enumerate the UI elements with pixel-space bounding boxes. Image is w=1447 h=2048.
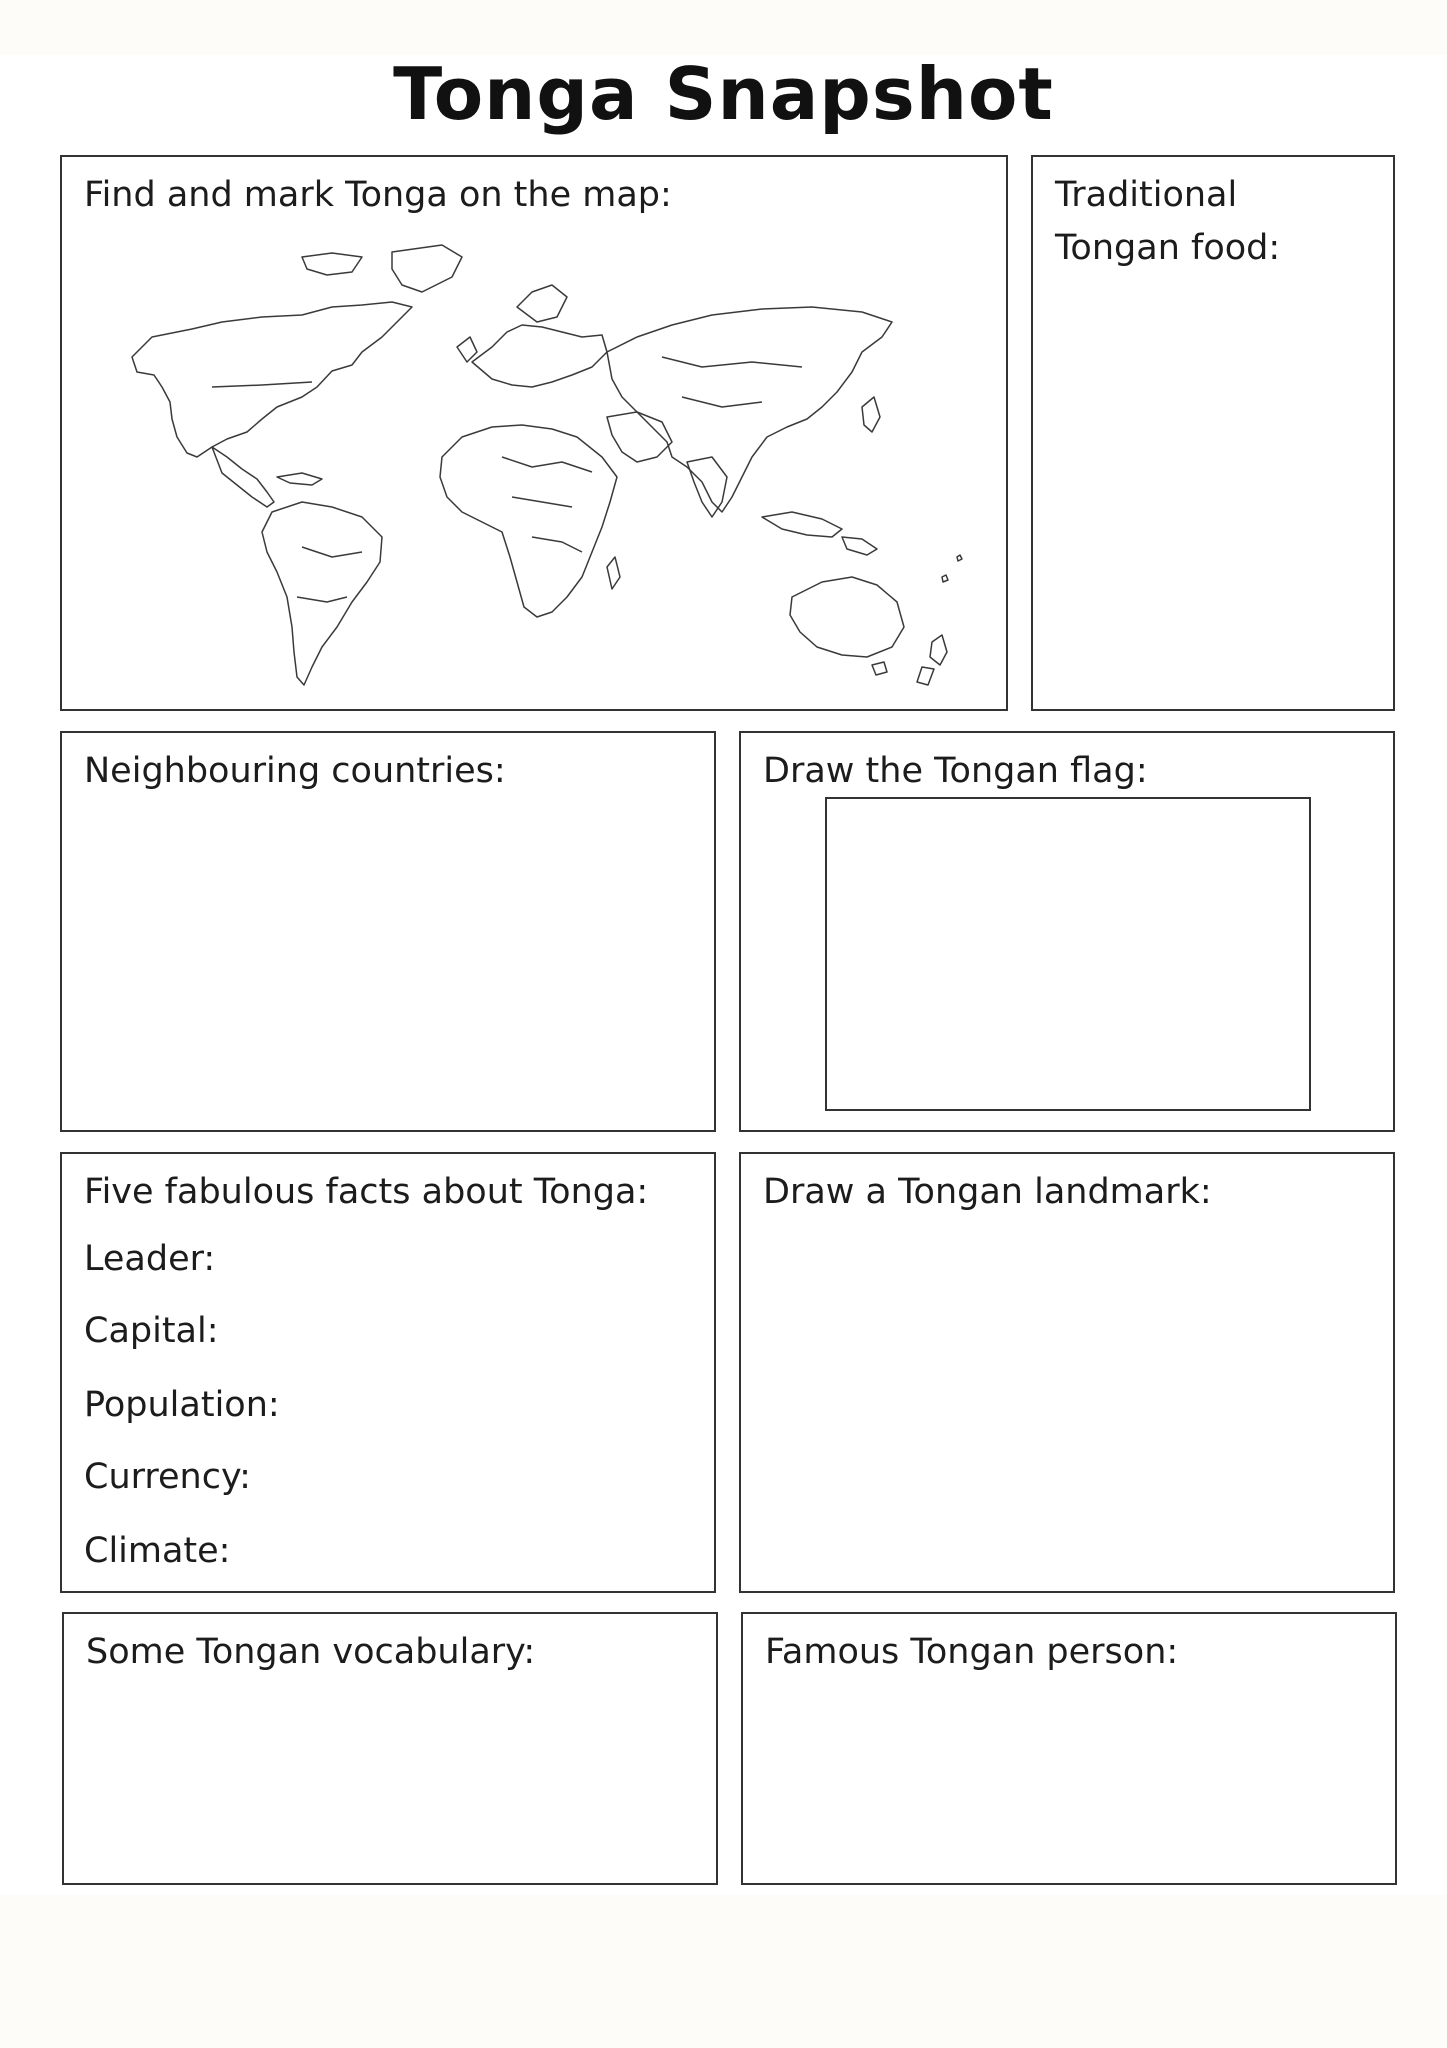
- page-title: Tonga Snapshot: [393, 52, 1054, 136]
- world-map-icon: [62, 157, 1010, 713]
- facts-section-label: Five fabulous facts about Tonga:: [84, 1172, 649, 1212]
- fact-population: Population:: [84, 1385, 280, 1425]
- map-section-label: Find and mark Tonga on the map:: [84, 175, 672, 215]
- landmark-section-label: Draw a Tongan landmark:: [763, 1172, 1212, 1212]
- fact-climate: Climate:: [84, 1531, 231, 1571]
- facts-section: [60, 1152, 716, 1593]
- fact-currency: Currency:: [84, 1457, 251, 1497]
- map-section: [60, 155, 1008, 711]
- flag-section: [739, 731, 1395, 1132]
- vocabulary-section-label: Some Tongan vocabulary:: [86, 1632, 536, 1672]
- vocabulary-section: [62, 1612, 718, 1885]
- flag-section-label: Draw the Tongan flag:: [763, 751, 1148, 791]
- fact-leader: Leader:: [84, 1239, 216, 1279]
- person-section: [741, 1612, 1397, 1885]
- neighbours-section-label: Neighbouring countries:: [84, 751, 506, 791]
- fact-capital: Capital:: [84, 1311, 219, 1351]
- person-section-label: Famous Tongan person:: [765, 1632, 1179, 1672]
- neighbours-section: [60, 731, 716, 1132]
- landmark-section: [739, 1152, 1395, 1593]
- flag-drawing-frame[interactable]: [825, 797, 1311, 1111]
- food-section-label: Traditional Tongan food:: [1055, 175, 1281, 268]
- food-section: [1031, 155, 1395, 711]
